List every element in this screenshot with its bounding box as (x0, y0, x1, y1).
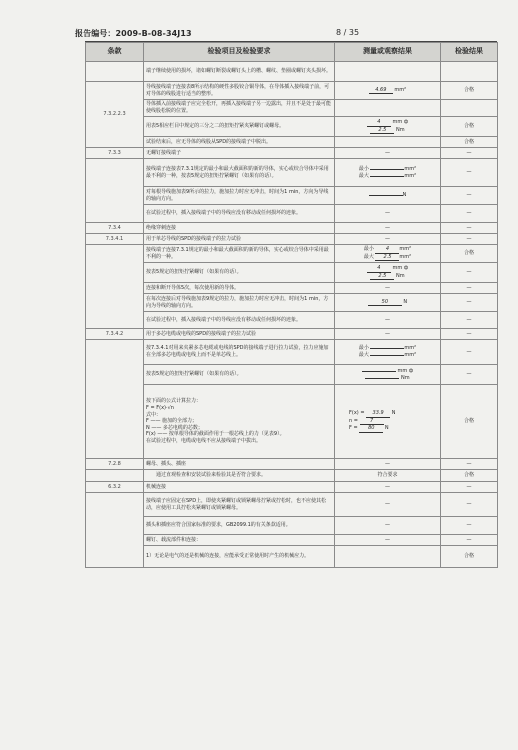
dash-mark: — (385, 522, 390, 529)
dash-mark: — (466, 330, 472, 337)
dash-mark: — (466, 316, 472, 323)
row-item: 无螺钉接线端子 (144, 148, 335, 159)
measured-value: 2.5 (375, 254, 399, 262)
table-row (86, 535, 498, 546)
measured-value: 4.69 (369, 87, 393, 95)
dash-mark: — (385, 210, 390, 217)
dash-mark: — (466, 149, 472, 156)
measured-unit: mm² (399, 253, 412, 260)
measured-value: 4 (375, 246, 399, 254)
measured-unit: mm² (404, 352, 417, 358)
fx-label: F(x) = (349, 410, 365, 417)
row-item: 导线接线端子连接表8所示结构的硬性多股铰合铜导体，在导体插入接线端子前，可对导体的线股进行适当的整形。 (144, 82, 335, 100)
row-item: 端子继续使用的损坏，诸如螺钉断裂或螺钉头上的槽、螺纹、垫圈或螺钉夹头损坏。 (144, 62, 335, 82)
measured-unit: mm ф (392, 118, 409, 125)
row-clause: 7.2.8 (86, 459, 144, 470)
col-header-result: 检验结果 (441, 43, 498, 62)
dash-mark: — (466, 522, 472, 529)
row-item: 螺钉、载流部件和连接： (144, 535, 335, 546)
row-item: 插头和插座应符合国家标准的要求，GB2099.1的有关条款适用。 (144, 517, 335, 535)
measured-value: 80 (359, 425, 383, 433)
dash-mark: — (466, 348, 472, 355)
row-item: 按7.3.4.1对用来夹紧多芯电缆或电线的SPD的接线端子进行拉力试验，拉力应施加在全部多芯电缆或电线上而不是单芯线上。 (144, 340, 335, 365)
table-row (86, 117, 498, 137)
dash-mark: — (385, 235, 390, 242)
table-row (86, 329, 498, 340)
dash-mark: — (385, 224, 390, 231)
measured-value: 4 (367, 265, 391, 273)
dash-mark: — (385, 460, 390, 467)
dash-mark: — (385, 330, 390, 337)
measured-value: 符合要求 (335, 470, 441, 482)
dash-mark: — (385, 149, 390, 156)
measured-value: 50 (368, 299, 402, 307)
table-row (86, 385, 498, 459)
formula-where: 式中： (146, 411, 162, 418)
table-row (86, 517, 498, 535)
dash-mark: — (466, 483, 472, 490)
row-clause: 7.3.3 (86, 148, 144, 159)
row-clause: 6.3.2 (86, 482, 144, 493)
measured-value: 7 (360, 418, 384, 426)
table-row (86, 493, 498, 517)
measured-value: 4 (367, 119, 391, 127)
dash-mark: — (385, 501, 390, 508)
row-item: 接线端子连接7.3.1规定的最小和最大截面积的新的导体，实心或绞合导体中采用最不利的一种。 (144, 245, 335, 263)
dash-mark: — (466, 235, 472, 242)
measured-unit: N (402, 192, 407, 199)
blank-field (365, 378, 399, 379)
min-label: 最小 (358, 345, 369, 352)
row-result: 合格 (441, 385, 498, 459)
formula-var: F —— 施加的全部力； (146, 418, 198, 425)
row-item: 通过直观检查和安装试验来检验其是否符合要求。 (144, 470, 335, 482)
table-row (86, 283, 498, 294)
row-result: 合格 (441, 137, 498, 148)
table-row (86, 245, 498, 263)
table-row (86, 470, 498, 482)
measured-unit: mm² (404, 165, 417, 172)
table-header-row (86, 43, 498, 62)
table-row (86, 459, 498, 470)
row-item: 按表5规定的扭矩拧紧螺钉（如果有的话）。 (144, 365, 335, 385)
measured-value: 2.5 (370, 273, 394, 281)
table-row (86, 340, 498, 365)
row-item: 试验结束后，应无导体的线股从SPD的接线端子中脱出。 (144, 137, 335, 148)
col-header-clause: 条款 (86, 43, 144, 62)
row-result: 合格 (441, 117, 498, 137)
col-header-measured: 测量或观察结果 (335, 43, 441, 62)
row-item: 螺母、插头、插座 (144, 459, 335, 470)
dash-mark: — (466, 501, 472, 508)
table-row (86, 205, 498, 223)
formula-note: 在试验过程中，电缆或电线不应从接线端子中拔出。 (146, 437, 262, 444)
measured-value: 2.5 (370, 127, 394, 135)
dash-mark: — (385, 483, 390, 490)
table-row (86, 62, 498, 82)
measured-unit: Nm (395, 126, 405, 133)
measured-value: 33.9 (366, 410, 390, 418)
min-label: 最小 (358, 165, 369, 172)
row-item: 1）无论是电气的还是机械的连接，应能承受正常使用时产生的机械应力。 (144, 546, 335, 568)
dash-mark: — (466, 536, 472, 543)
table-row (86, 546, 498, 568)
measured-unit: mm² (404, 345, 417, 352)
dash-mark: — (466, 299, 472, 306)
blank-field (370, 348, 404, 349)
dash-mark: — (466, 224, 472, 231)
measured-unit: mm ф (397, 367, 414, 374)
table-row (86, 312, 498, 329)
row-item: 接线端子应固定在SPD上，即使夹紧螺钉或锁紧螺母拧紧或拧松时，也不应使其松动，应使用工具拧松夹紧螺钉或锁紧螺母。 (144, 493, 335, 517)
row-result: 合格 (441, 470, 498, 482)
dash-mark: — (466, 284, 472, 291)
table-row (86, 137, 498, 148)
table-row (86, 187, 498, 205)
measured-unit: Nm (400, 374, 410, 381)
blank-field (370, 176, 404, 177)
row-item: 接线端子连接表7.3.1规定的最小和最大截面积的新的导体，实心或绞合导体中采用最不利的一种，按表5规定的扭矩拧紧螺钉（如果有的话）。 (144, 159, 335, 187)
table-row (86, 223, 498, 234)
table-row (86, 294, 498, 312)
blank-field (369, 195, 403, 196)
dash-mark: — (466, 210, 472, 217)
row-item: 机械连接 (144, 482, 335, 493)
blank-field (370, 355, 404, 356)
max-label: 最大 (363, 253, 374, 260)
row-item: 绝缘穿刺连接 (144, 223, 335, 234)
dash-mark: — (466, 192, 472, 199)
row-item: 用于多芯电缆或电线的SPD的接线端子的拉力试验 (144, 329, 335, 340)
table-row (86, 100, 498, 117)
measured-unit: N (384, 425, 389, 432)
row-item: 在每次连接后对导线施加表9规定的拉力，施加拉力时应无冲击，时间为1 min，方向为导线的轴向方向。 (144, 294, 335, 312)
row-item: 导体插入前接线端子应完全松开，再插入接线端子另一边露出，并且不是处于最可能使线股松脱的位置。 (144, 100, 335, 117)
formula-var: F(x) —— 按单根导体的截面作用于一根芯线上的力（见表9）。 (146, 431, 285, 438)
row-item: 按表5规定的扭矩拧紧螺钉（如果有的话）。 (144, 263, 335, 283)
dash-mark: — (385, 316, 390, 323)
row-item (144, 385, 335, 459)
dash-mark: — (466, 460, 472, 467)
row-item: 对每根导线施加表9所示的拉力，施加拉力时应无冲击，时间为1 min，方向为导线的轴向方向。 (144, 187, 335, 205)
n-label: n = (349, 417, 358, 424)
formula: F = F(x)·√n (146, 405, 174, 412)
report-number: 报告编号：2009-B-08-34J13 (75, 29, 192, 38)
dash-mark: — (385, 284, 390, 291)
inspection-table (85, 41, 497, 568)
row-result: 合格 (441, 546, 498, 568)
row-item: 用于单芯导线的SPD的接线端子的拉力试验 (144, 234, 335, 245)
dash-mark: — (466, 371, 472, 378)
measured-unit: mm² (404, 172, 417, 179)
max-label: 最大 (358, 352, 369, 358)
measured-unit: mm² (399, 245, 412, 252)
dash-mark: — (466, 169, 472, 176)
blank-field (370, 169, 404, 170)
measured-unit: mm² (394, 86, 407, 93)
row-item: 在试验过程中，插入接线端子中的导线应没有移动或任何损坏的迹象。 (144, 312, 335, 329)
row-result: 合格 (441, 82, 498, 100)
f-label: F = (349, 425, 358, 432)
row-item: 连接和断开导体5次，每次使用新的导体。 (144, 283, 335, 294)
measured-unit: Nm (395, 272, 405, 279)
table-row (86, 482, 498, 493)
table-row (86, 159, 498, 187)
measured-unit: N (391, 410, 396, 417)
min-label: 最小 (363, 245, 374, 252)
row-clause: 7.3.2.2.3 (86, 82, 144, 148)
blank-field (362, 371, 396, 372)
dash-mark: — (466, 269, 472, 276)
row-clause: 7.3.4 (86, 223, 144, 234)
dash-mark: — (385, 536, 390, 543)
table-row (86, 82, 498, 100)
col-header-item: 检验项目及检验要求 (144, 43, 335, 62)
row-item: 在试验过程中，插入接线端子中的导线应没有移动或任何损坏的迹象。 (144, 205, 335, 223)
formula-var: N —— 多芯电缆的芯数； (146, 424, 203, 431)
page-indicator: 8 / 35 (336, 28, 360, 37)
measured-unit: N (403, 298, 408, 305)
row-item: 用表5相应栏目中规定的三分之二的扭矩拧紧夹紧螺钉或螺母。 (144, 117, 335, 137)
table-row (86, 148, 498, 159)
row-clause: 7.3.4.1 (86, 234, 144, 245)
table-row (86, 234, 498, 245)
table-row (86, 365, 498, 385)
table-row (86, 263, 498, 283)
max-label: 最大 (358, 172, 369, 179)
row-clause: 7.3.4.2 (86, 329, 144, 340)
measured-unit: mm ф (392, 264, 409, 271)
formula-intro: 按下面的公式计算拉力： (146, 398, 202, 405)
row-result: 合格 (441, 245, 498, 263)
